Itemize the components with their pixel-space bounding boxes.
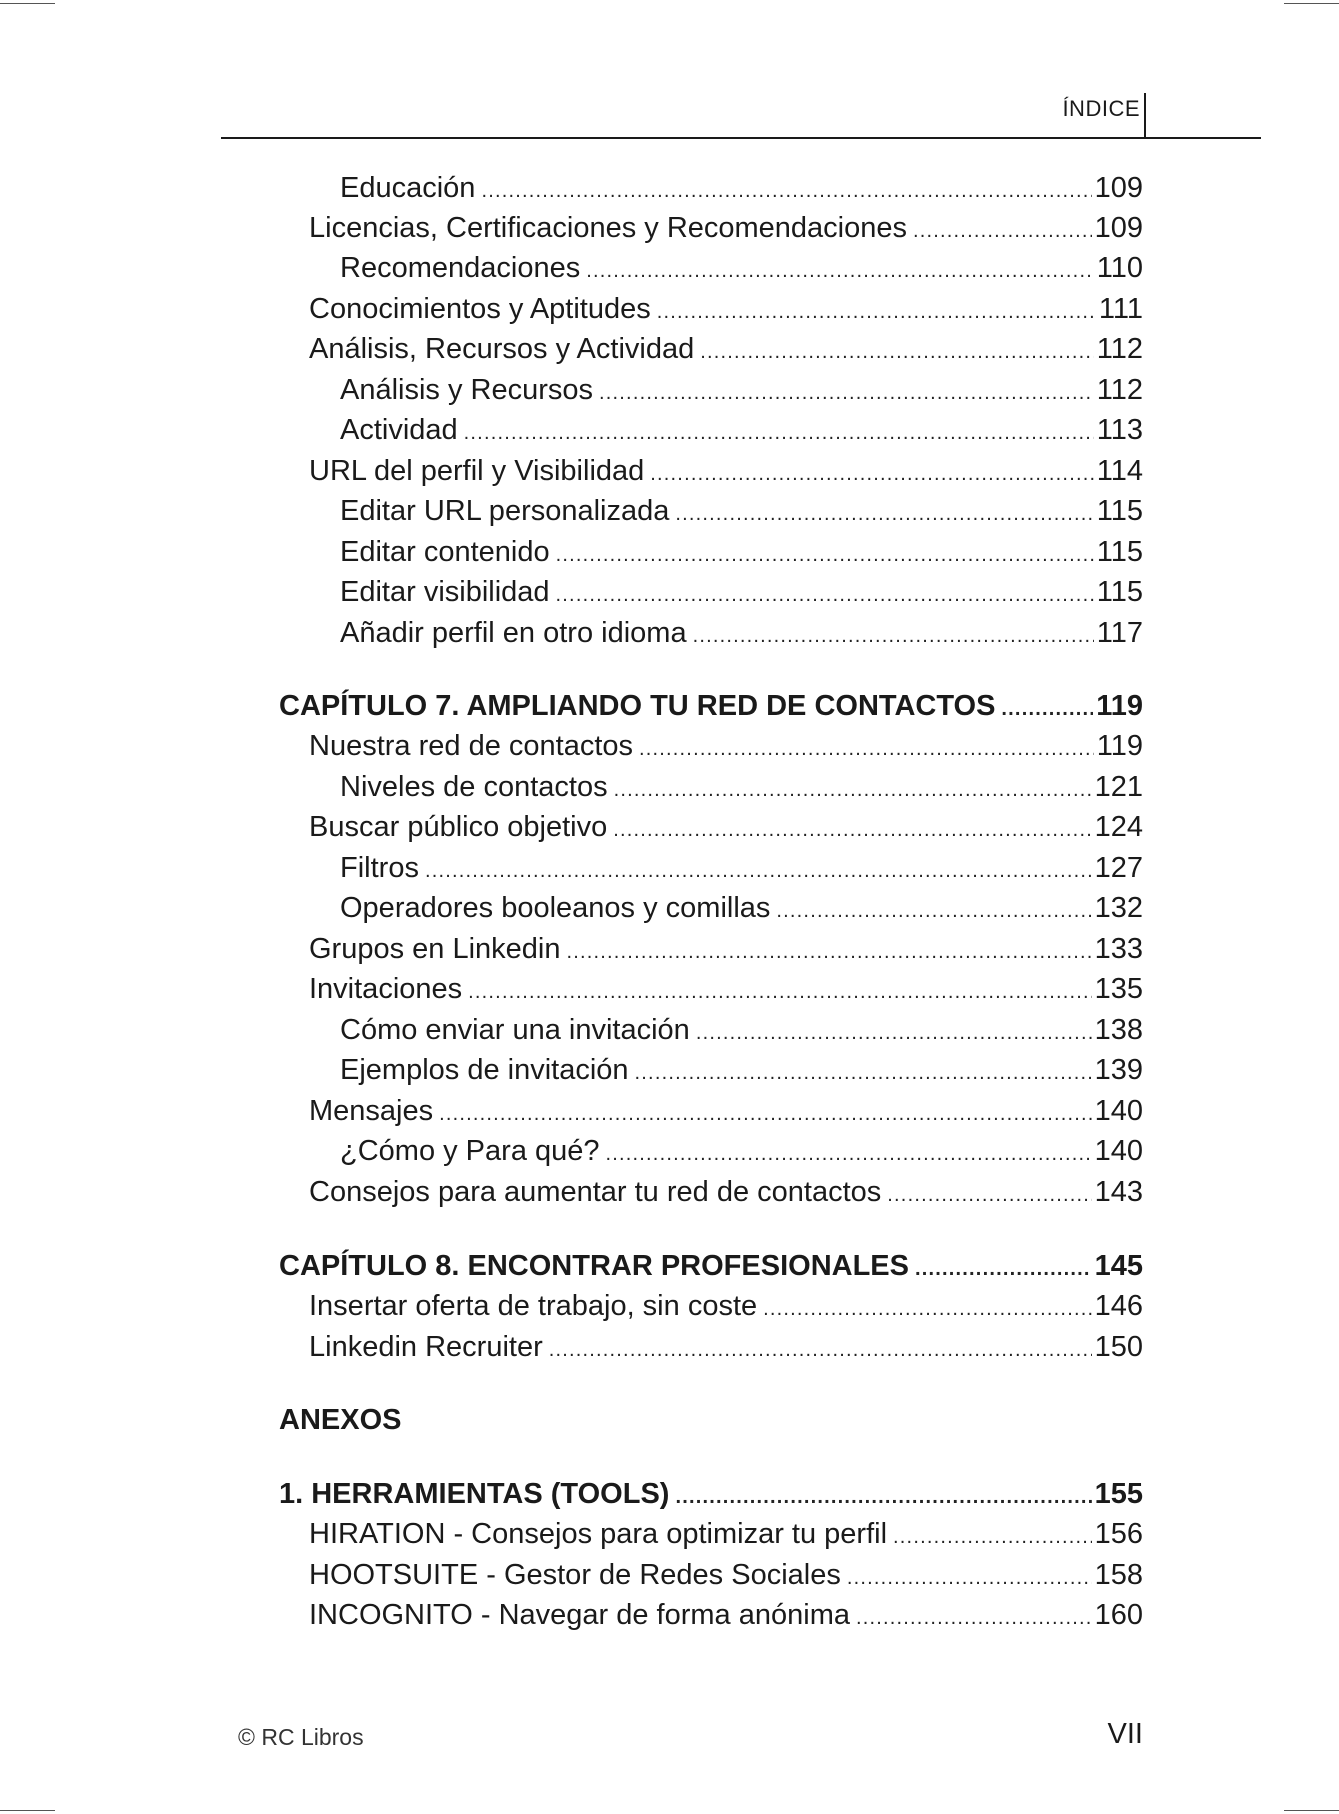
toc-entry: HOOTSUITE - Gestor de Redes Sociales ..... 158 [309,1555,1143,1595]
toc-entry: Licencias, Certificaciones y Recomendaciones ..... 109 [309,208,1143,248]
toc-entry: Ejemplos de invitación ..... 139 [340,1050,1143,1090]
toc-entry: Linkedin Recruiter ..... 150 [309,1327,1143,1367]
toc-entry: Grupos en Linkedin ..... 133 [309,929,1143,969]
header-rule [221,137,1261,139]
toc-entry: Editar visibilidad ..... 115 [340,572,1143,612]
toc-entry: INCOGNITO - Navegar de forma anónima ..... 160 [309,1595,1143,1635]
crop-mark-top-right [1284,3,1339,4]
toc-entry: Análisis, Recursos y Actividad ..... 112 [309,329,1143,369]
footer-page-number: VII [1107,1718,1143,1750]
toc-entry: Insertar oferta de trabajo, sin coste ..... 146 [309,1286,1143,1326]
toc-entry: Recomendaciones ..... 110 [340,248,1143,288]
running-header: ÍNDICE [1062,96,1140,121]
toc-entry: Análisis y Recursos ..... 112 [340,370,1143,410]
toc-entry: Actividad ..... 113 [340,410,1143,450]
toc-entry: Operadores booleanos y comillas ..... 132 [340,888,1143,928]
toc-entry: Nuestra red de contactos ..... 119 [309,726,1143,766]
toc-entry: Consejos para aumentar tu red de contactos ..... 143 [309,1172,1143,1212]
toc-entry: Buscar público objetivo ..... 124 [309,807,1143,847]
toc-entry: Filtros ..... 127 [340,848,1143,888]
toc-entry: Invitaciones ..... 135 [309,969,1143,1009]
toc-entry: Editar contenido ..... 115 [340,532,1143,572]
header-tick [1144,93,1146,137]
toc-entry: URL del perfil y Visibilidad ..... 114 [309,451,1143,491]
crop-mark-top-left [0,3,55,4]
crop-mark-bottom-left [0,1810,55,1811]
annex-heading: ANEXOS [279,1404,402,1436]
toc-entry: Editar URL personalizada ..... 115 [340,491,1143,531]
footer-publisher: © RC Libros [238,1724,364,1750]
toc-chapter-8: CAPÍTULO 8. ENCONTRAR PROFESIONALES ..... 145 [279,1246,1143,1286]
toc-entry: Mensajes ..... 140 [309,1091,1143,1131]
crop-mark-bottom-right [1284,1810,1339,1811]
toc-entry: Añadir perfil en otro idioma ..... 117 [340,613,1143,653]
toc-entry: Niveles de contactos ..... 121 [340,767,1143,807]
toc-chapter-7: CAPÍTULO 7. AMPLIANDO TU RED DE CONTACTOS ..... 119 [279,686,1143,726]
toc-entry: ¿Cómo y Para qué? ..... 140 [340,1131,1143,1171]
toc-annex-1: 1. HERRAMIENTAS (TOOLS) ..... 155 [279,1474,1143,1514]
toc-entry: Conocimientos y Aptitudes ..... 111 [309,289,1143,329]
toc-entry: Educación ..... 109 [340,168,1143,208]
toc-entry: HIRATION - Consejos para optimizar tu perfil ..... 156 [309,1514,1143,1554]
toc-entry: Cómo enviar una invitación ..... 138 [340,1010,1143,1050]
